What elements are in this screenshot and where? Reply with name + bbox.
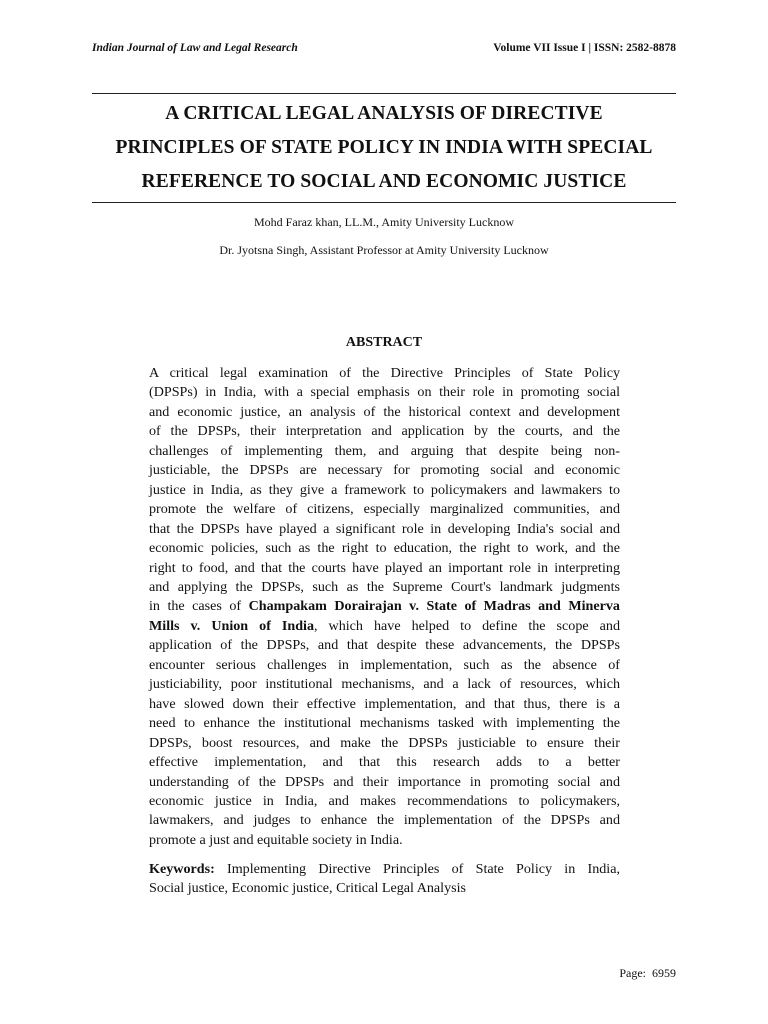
abstract-line: challenges of implementing them, and arguing that despite being non-	[149, 442, 620, 459]
abstract-line: A critical legal examination of the Directive Principles of State Policy	[149, 365, 620, 381]
abstract-line: (DPSPs) in India, with a special emphasis on their role in promoting social	[149, 384, 620, 401]
abstract-line: justiciability, poor institutional mechanisms, and a lack of resources, which	[149, 676, 620, 693]
abstract-line: application of the DPSPs, and that despite these advancements, the DPSPs	[149, 637, 620, 654]
case-citation: Champakam Dorairajan v. State of Madras and Minerva	[248, 598, 620, 615]
keywords-line: Social justice, Economic justice, Critical Legal Analysis	[149, 880, 467, 897]
abstract-line: and applying the DPSPs, such as the Supreme Court's landmark judgments	[149, 578, 620, 595]
abstract-line: promote a just and equitable society in India.	[149, 831, 403, 848]
running-header	[92, 42, 676, 58]
author-block	[92, 214, 676, 270]
title-bottom-rule	[92, 202, 676, 203]
abstract-line: of the DPSPs, their interpretation and application by the courts, and the	[149, 423, 620, 440]
title-top-rule	[92, 93, 676, 94]
abstract-line	[149, 597, 620, 616]
abstract-line: that the DPSPs have played a significant role in developing India's social and	[149, 520, 620, 537]
abstract-line: encounter serious challenges in implementation, such as the absence of	[149, 656, 620, 673]
title-line: REFERENCE TO SOCIAL AND ECONOMIC JUSTICE	[141, 171, 627, 192]
author-1: Mohd Faraz khan, LL.M., Amity University Lucknow	[254, 215, 514, 229]
abstract-line: understanding of the DPSPs and their importance in promoting social and	[149, 773, 620, 790]
page-label: Page:	[619, 966, 646, 980]
keywords-text: Implementing Directive Principles of State Policy in India,	[214, 861, 620, 877]
abstract-line: justiciable, the DPSPs are necessary for promoting social and economic	[149, 462, 620, 479]
abstract-line: promote the welfare of citizens, especially marginalized communities, and	[149, 501, 620, 518]
abstract-body	[149, 364, 620, 850]
volume-issn: Volume VII Issue I | ISSN: 2582-8878	[493, 42, 676, 54]
abstract-text: , which have helped to define the scope and	[314, 617, 620, 634]
keywords-label: Keywords:	[149, 861, 215, 877]
abstract-line: lawmakers, and judges to enhance the implementation of the DPSPs and	[149, 812, 620, 829]
abstract-line: economic policies, such as the right to education, the right to work, and the	[149, 540, 620, 557]
title-line: A CRITICAL LEGAL ANALYSIS OF DIRECTIVE	[165, 103, 603, 124]
abstract-line: economic justice in India, and makes recommendations to policymakers,	[149, 792, 620, 809]
abstract-line: need to enhance the institutional mechanisms tasked with implementing the	[149, 715, 620, 732]
page-number: 6959	[652, 966, 676, 980]
abstract-line: right to food, and that the courts have played an important role in interpreting	[149, 559, 620, 576]
abstract-line: justice in India, as they give a framework to policymakers and lawmakers to	[149, 481, 620, 498]
title-line: PRINCIPLES OF STATE POLICY IN INDIA WITH SPECIAL	[115, 137, 653, 158]
abstract-heading: ABSTRACT	[345, 335, 423, 350]
journal-name: Indian Journal of Law and Legal Research	[92, 42, 298, 54]
abstract-text: in the cases of	[149, 598, 249, 615]
case-citation: Mills v. Union of India	[149, 617, 315, 634]
keywords	[149, 860, 620, 899]
abstract-line: have slowed down their effective implementation, and that thus, there is a	[149, 695, 620, 712]
abstract-line: effective implementation, and that this research adds to a better	[149, 754, 620, 771]
author-2: Dr. Jyotsna Singh, Assistant Professor at Amity University Lucknow	[219, 243, 549, 257]
paper-title	[92, 97, 676, 199]
page-footer	[619, 966, 676, 981]
abstract-line: DPSPs, boost resources, and make the DPSPs justiciable to ensure their	[149, 734, 620, 751]
abstract-line	[149, 617, 620, 636]
keywords-line	[149, 860, 620, 879]
abstract-line: and economic justice, an analysis of the historical context and development	[149, 403, 620, 420]
